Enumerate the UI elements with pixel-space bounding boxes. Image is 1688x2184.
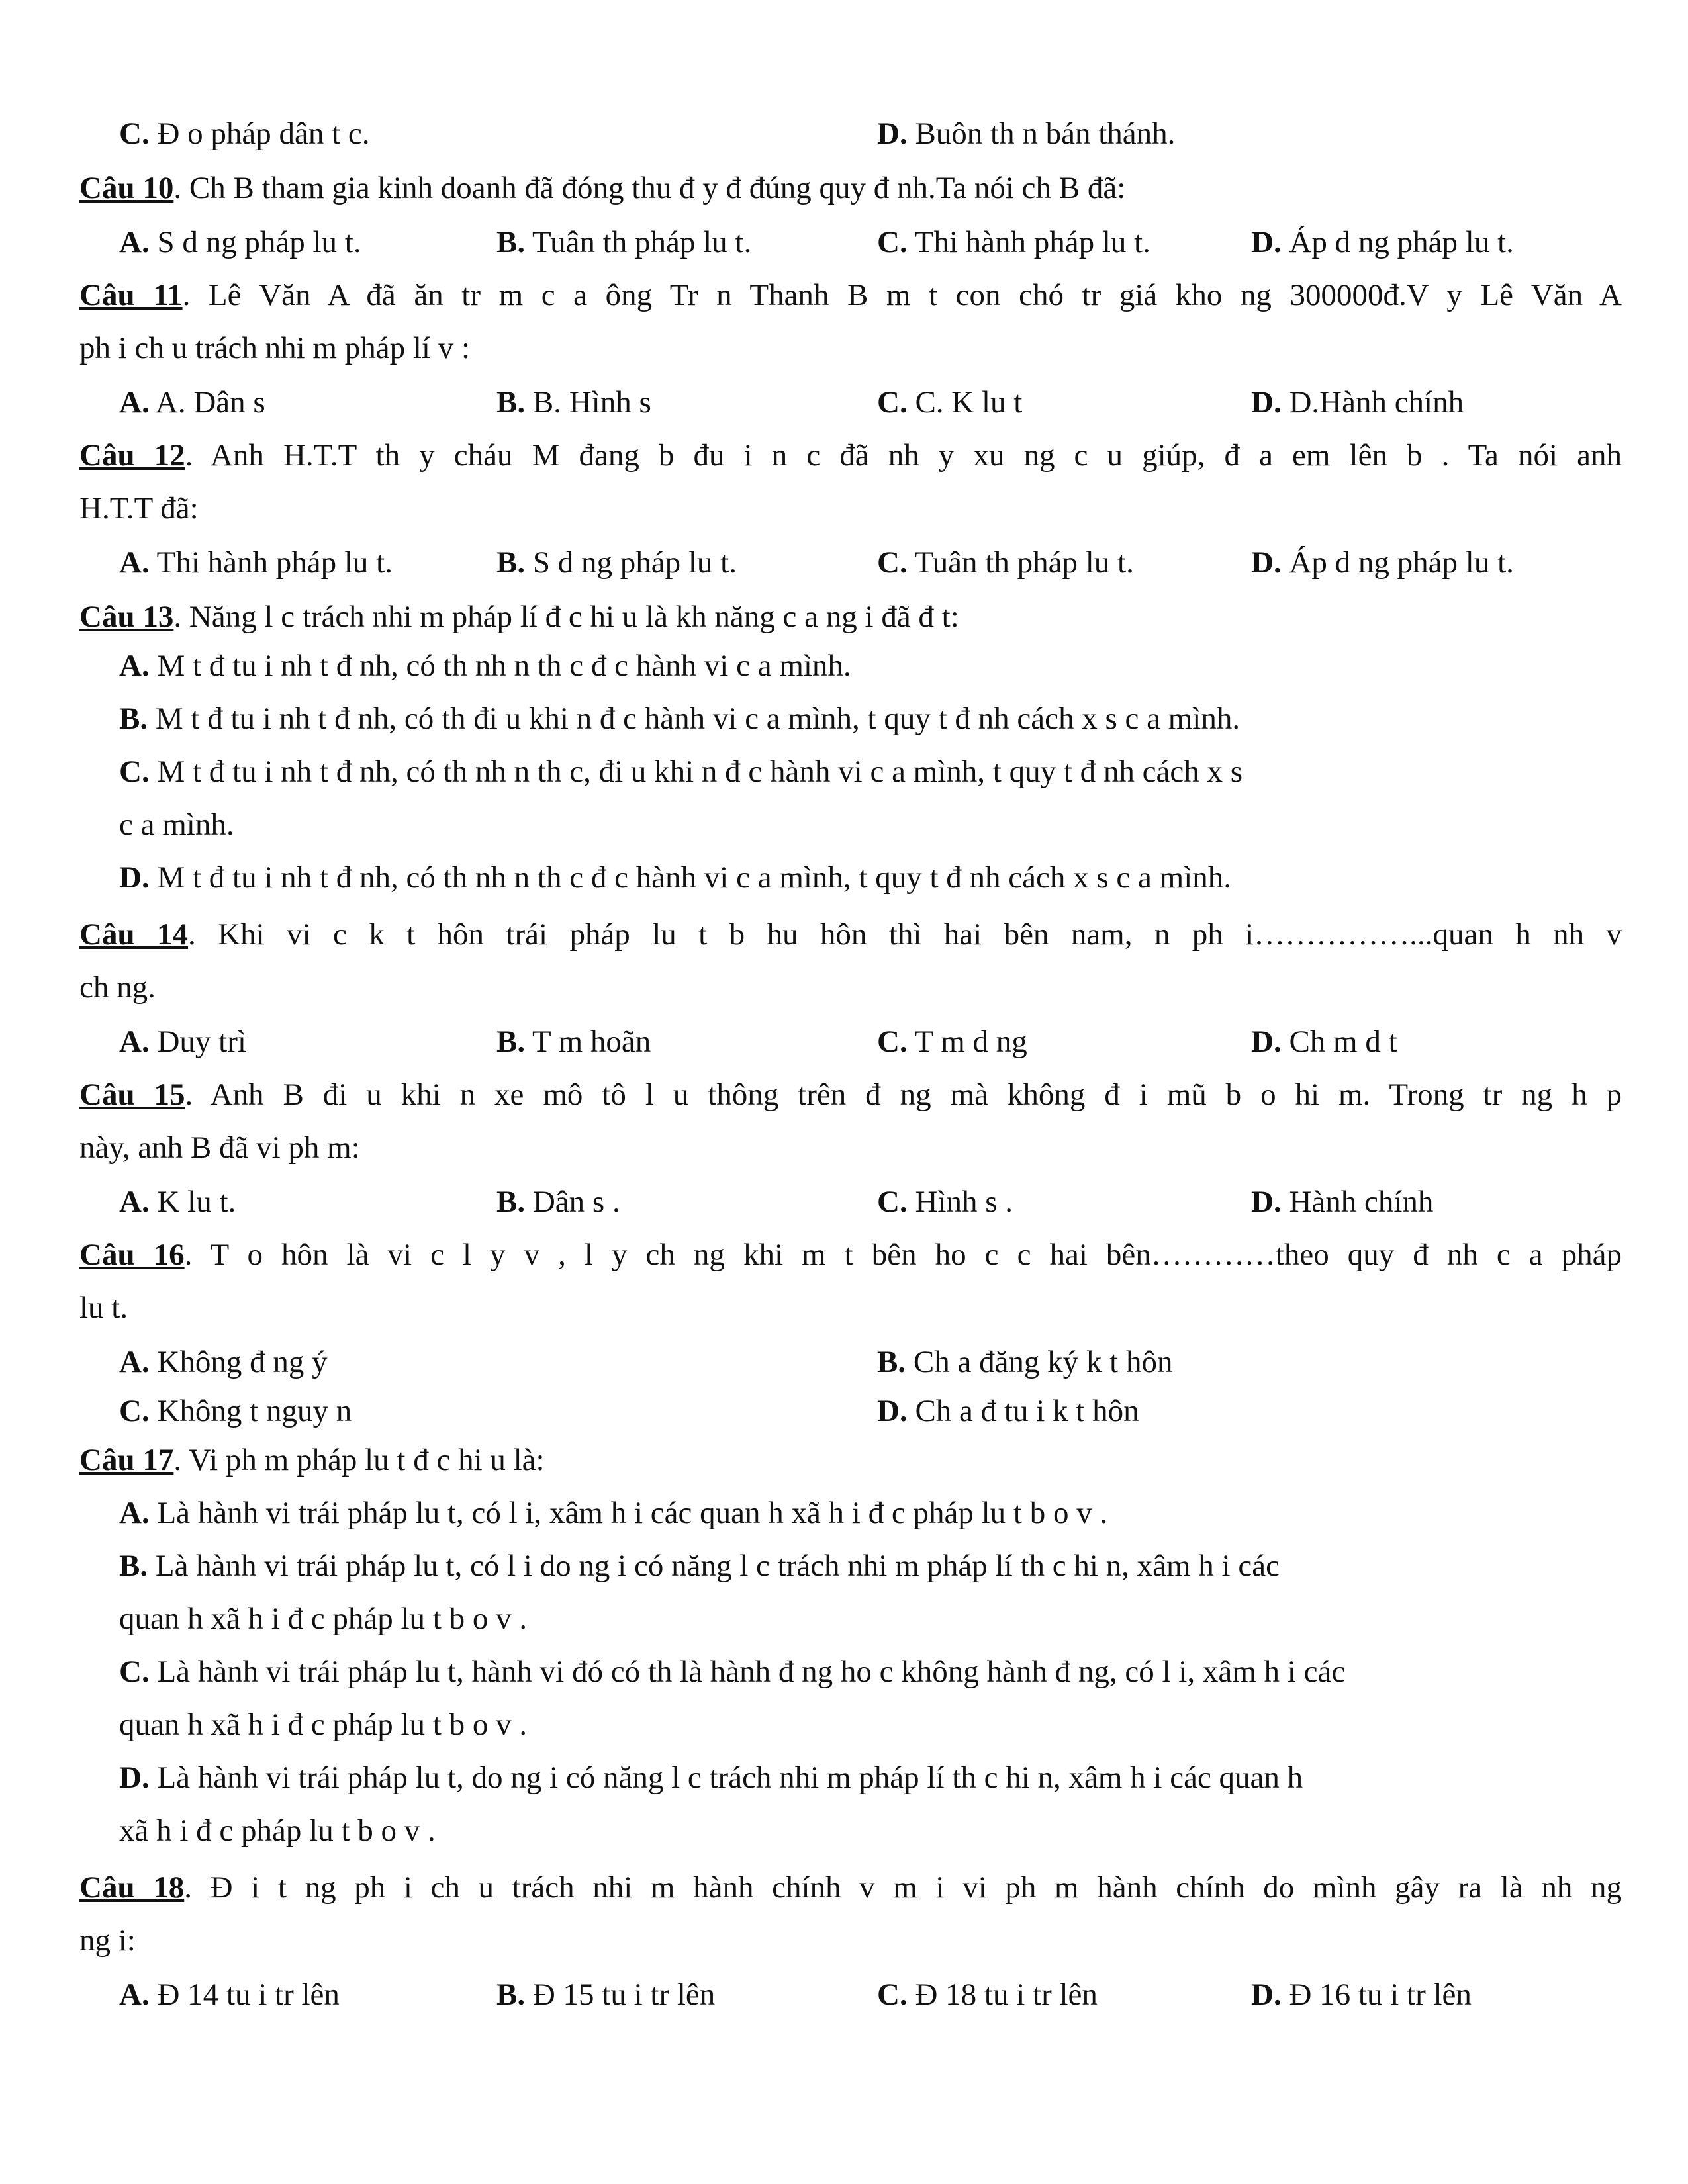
question-10 — [79, 168, 1622, 208]
option-text: Không đ ng ý — [157, 1345, 328, 1379]
question-text: . T o hôn là vi c l y v , l y ch ng khi m t bên ho c c hai bên…………theo quy đ nh c a pháp — [184, 1238, 1622, 1272]
question-text: H.T.T đã: — [79, 491, 199, 525]
question-14 — [79, 915, 1622, 954]
q12-option-b — [496, 543, 737, 582]
q15-option-d — [1251, 1182, 1433, 1222]
question-text: ch ng. — [79, 970, 156, 1005]
option-letter: A. — [119, 1496, 150, 1530]
question-13 — [79, 597, 1622, 637]
option-letter: C. — [119, 116, 150, 151]
option-text: Duy trì — [157, 1024, 246, 1059]
question-text: lu t. — [79, 1291, 128, 1325]
option-text: quan h xã h i đ c pháp lu t b o v . — [119, 1707, 528, 1742]
q11-option-d — [1251, 383, 1464, 422]
option-letter: C. — [877, 1024, 908, 1059]
q16-option-d — [877, 1391, 1139, 1431]
q15-option-c — [877, 1182, 1013, 1222]
q17-option-d — [119, 1758, 1303, 1797]
option-text: Ch a đăng ký k t hôn — [913, 1345, 1173, 1379]
q9-option-d — [877, 114, 1175, 154]
option-text: A. Dân s — [155, 385, 265, 420]
q17-option-d-cont — [119, 1811, 436, 1850]
question-15 — [79, 1075, 1622, 1115]
q14-option-d — [1251, 1022, 1397, 1062]
option-letter: A. — [119, 1185, 150, 1219]
option-text: Là hành vi trái pháp lu t, có l i do ng i có năng l c trách nhi m pháp lí th c hi n, xâm h i các — [155, 1549, 1280, 1583]
q18-option-a — [119, 1975, 340, 2015]
q18-option-b — [496, 1975, 715, 2015]
option-text: Ch a đ tu i k t hôn — [915, 1394, 1139, 1428]
option-text: K lu t. — [157, 1185, 236, 1219]
option-letter: B. — [496, 225, 526, 259]
option-letter: D. — [1251, 225, 1282, 259]
question-text: . Vi ph m pháp lu t đ c hi u là: — [173, 1443, 545, 1477]
question-12 — [79, 435, 1622, 475]
option-letter: C. — [877, 225, 908, 259]
option-letter: B. — [496, 1978, 526, 2012]
question-label: Câu 18 — [79, 1870, 185, 1905]
question-label: Câu 12 — [79, 438, 185, 473]
option-text: S d ng pháp lu t. — [532, 545, 737, 580]
option-letter: B. — [496, 545, 526, 580]
q17-option-b — [119, 1546, 1280, 1586]
option-letter: A. — [119, 1345, 150, 1379]
option-text: T m d ng — [914, 1024, 1027, 1059]
question-14-cont — [79, 968, 1622, 1007]
option-text: Đ 15 tu i tr lên — [532, 1978, 716, 2012]
q13-option-b — [119, 699, 1240, 739]
option-letter: A. — [119, 1024, 150, 1059]
question-label: Câu 16 — [79, 1238, 185, 1272]
option-letter: D. — [1251, 1185, 1282, 1219]
option-text: Dân s . — [532, 1185, 620, 1219]
option-letter: A. — [119, 225, 150, 259]
option-letter: C. — [877, 1185, 908, 1219]
q10-option-c — [877, 222, 1150, 262]
option-text: Là hành vi trái pháp lu t, do ng i có năng l c trách nhi m pháp lí th c hi n, xâm h i các quan h — [157, 1760, 1303, 1795]
option-letter: D. — [1251, 1978, 1282, 2012]
option-letter: B. — [496, 1185, 526, 1219]
option-letter: B. — [119, 702, 148, 736]
option-text: M t đ tu i nh t đ nh, có th nh n th c đ c hành vi c a mình. — [157, 649, 851, 683]
option-letter: B. — [496, 1024, 526, 1059]
option-text: xã h i đ c pháp lu t b o v . — [119, 1813, 436, 1848]
q14-option-b — [496, 1022, 651, 1062]
option-text: M t đ tu i nh t đ nh, có th đi u khi n đ c hành vi c a mình, t quy t đ nh cách x s c a mình. — [155, 702, 1241, 736]
option-text: quan h xã h i đ c pháp lu t b o v . — [119, 1602, 528, 1636]
q14-option-c — [877, 1022, 1027, 1062]
q16-option-b — [877, 1342, 1173, 1382]
question-12-cont — [79, 488, 1622, 528]
option-letter: A. — [119, 385, 150, 420]
q10-option-b — [496, 222, 751, 262]
option-text: Ch m d t — [1289, 1024, 1397, 1059]
question-text: . Lê Văn A đã ăn tr m c a ông Tr n Thanh B m t con chó tr giá kho ng 300000đ.V y Lê Văn A — [182, 278, 1622, 312]
q9-option-c — [119, 114, 370, 154]
question-text: ph i ch u trách nhi m pháp lí v : — [79, 331, 471, 365]
option-text: Là hành vi trái pháp lu t, hành vi đó có th là hành đ ng ho c không hành đ ng, có l i, xâm h i các — [157, 1655, 1346, 1689]
option-text: Hành chính — [1289, 1185, 1434, 1219]
option-letter: B. — [496, 385, 526, 420]
option-letter: C. — [119, 754, 150, 789]
option-text: M t đ tu i nh t đ nh, có th nh n th c, đi u khi n đ c hành vi c a mình, t quy t đ nh cách x s — [157, 754, 1243, 789]
option-letter: C. — [119, 1655, 150, 1689]
q15-option-a — [119, 1182, 236, 1222]
q13-option-c-cont — [119, 805, 234, 844]
option-text: Đ 18 tu i tr lên — [915, 1978, 1098, 2012]
option-letter: D. — [119, 1760, 150, 1795]
question-text: . Đ i t ng ph i ch u trách nhi m hành chính v m i vi ph m hành chính do mình gây ra là nh ng — [184, 1870, 1622, 1905]
option-text: c a mình. — [119, 807, 234, 842]
question-17 — [79, 1440, 1622, 1480]
option-letter: D. — [1251, 385, 1282, 420]
q15-option-b — [496, 1182, 620, 1222]
option-text: Đ 16 tu i tr lên — [1289, 1978, 1472, 2012]
question-text: . Khi vi c k t hôn trái pháp lu t b hu hôn thì hai bên nam, n ph i……………...quan h nh v — [187, 917, 1622, 952]
question-16-cont — [79, 1288, 1622, 1328]
q11-option-c — [877, 383, 1022, 422]
q17-option-a — [119, 1493, 1107, 1533]
question-text: . Anh H.T.T th y cháu M đang b đu i n c đã nh y xu ng c u giúp, đ a em lên b . Ta nói anh — [185, 438, 1622, 473]
option-letter: D. — [119, 860, 150, 895]
question-label: Câu 11 — [79, 278, 183, 312]
q16-option-c — [119, 1391, 352, 1431]
option-text: M t đ tu i nh t đ nh, có th nh n th c đ c hành vi c a mình, t quy t đ nh cách x s c a mình. — [157, 860, 1232, 895]
option-text: Là hành vi trái pháp lu t, có l i, xâm h i các quan h xã h i đ c pháp lu t b o v . — [157, 1496, 1108, 1530]
q10-option-d — [1251, 222, 1514, 262]
question-11 — [79, 275, 1622, 315]
option-text: C. K lu t — [915, 385, 1023, 420]
question-text: . Anh B đi u khi n xe mô tô l u thông trên đ ng mà không đ i mũ b o hi m. Trong tr ng h p — [185, 1077, 1622, 1112]
option-letter: A. — [119, 545, 150, 580]
option-letter: C. — [877, 545, 908, 580]
question-text: này, anh B đã vi ph m: — [79, 1130, 360, 1165]
question-text: . Ch B tham gia kinh doanh đã đóng thu đ y đ đúng quy đ nh.Ta nói ch B đã: — [173, 171, 1126, 205]
question-18 — [79, 1868, 1622, 1907]
option-text: T m hoãn — [532, 1024, 651, 1059]
q13-option-c — [119, 752, 1243, 792]
option-letter: C. — [877, 385, 908, 420]
option-letter: D. — [1251, 1024, 1282, 1059]
question-label: Câu 17 — [79, 1443, 174, 1477]
option-text: Tuân th pháp lu t. — [914, 545, 1134, 580]
option-letter: D. — [877, 116, 908, 151]
option-text: Thi hành pháp lu t. — [914, 225, 1150, 259]
question-label: Câu 10 — [79, 171, 174, 205]
option-text: Đ 14 tu i tr lên — [157, 1978, 340, 2012]
option-letter: A. — [119, 1978, 150, 2012]
option-text: B. Hình s — [532, 385, 651, 420]
q17-option-c — [119, 1652, 1345, 1692]
option-text: Tuân th pháp lu t. — [532, 225, 752, 259]
option-letter: C. — [119, 1394, 150, 1428]
option-letter: B. — [119, 1549, 148, 1583]
q12-option-a — [119, 543, 393, 582]
q17-option-c-cont — [119, 1705, 527, 1745]
q13-option-d — [119, 858, 1231, 897]
q14-option-a — [119, 1022, 246, 1062]
option-text: S d ng pháp lu t. — [157, 225, 361, 259]
question-label: Câu 15 — [79, 1077, 185, 1112]
option-letter: D. — [877, 1394, 908, 1428]
q11-option-a — [119, 383, 265, 422]
question-text: . Năng l c trách nhi m pháp lí đ c hi u là kh năng c a ng i đã đ t: — [173, 600, 959, 634]
option-text: Hình s . — [915, 1185, 1013, 1219]
question-label: Câu 13 — [79, 600, 174, 634]
q17-option-b-cont — [119, 1599, 527, 1639]
option-letter: D. — [1251, 545, 1282, 580]
q12-option-c — [877, 543, 1134, 582]
q16-option-a — [119, 1342, 328, 1382]
option-letter: A. — [119, 649, 150, 683]
option-text: Thi hành pháp lu t. — [156, 545, 393, 580]
question-11-cont — [79, 328, 1622, 368]
q12-option-d — [1251, 543, 1514, 582]
option-text: Đ o pháp dân t c. — [157, 116, 370, 151]
option-text: Áp d ng pháp lu t. — [1289, 225, 1514, 259]
q11-option-b — [496, 383, 651, 422]
question-label: Câu 14 — [79, 917, 188, 952]
q10-option-a — [119, 222, 361, 262]
option-text: Buôn th n bán thánh. — [915, 116, 1176, 151]
option-letter: B. — [877, 1345, 906, 1379]
question-16 — [79, 1235, 1622, 1275]
question-text: ng i: — [79, 1923, 136, 1958]
option-text: Áp d ng pháp lu t. — [1289, 545, 1514, 580]
option-text: Không t nguy n — [157, 1394, 352, 1428]
option-letter: C. — [877, 1978, 908, 2012]
question-18-cont — [79, 1921, 1622, 1960]
q13-option-a — [119, 646, 851, 686]
option-text: D.Hành chính — [1289, 385, 1464, 420]
question-15-cont — [79, 1128, 1622, 1167]
q18-option-d — [1251, 1975, 1472, 2015]
q18-option-c — [877, 1975, 1098, 2015]
